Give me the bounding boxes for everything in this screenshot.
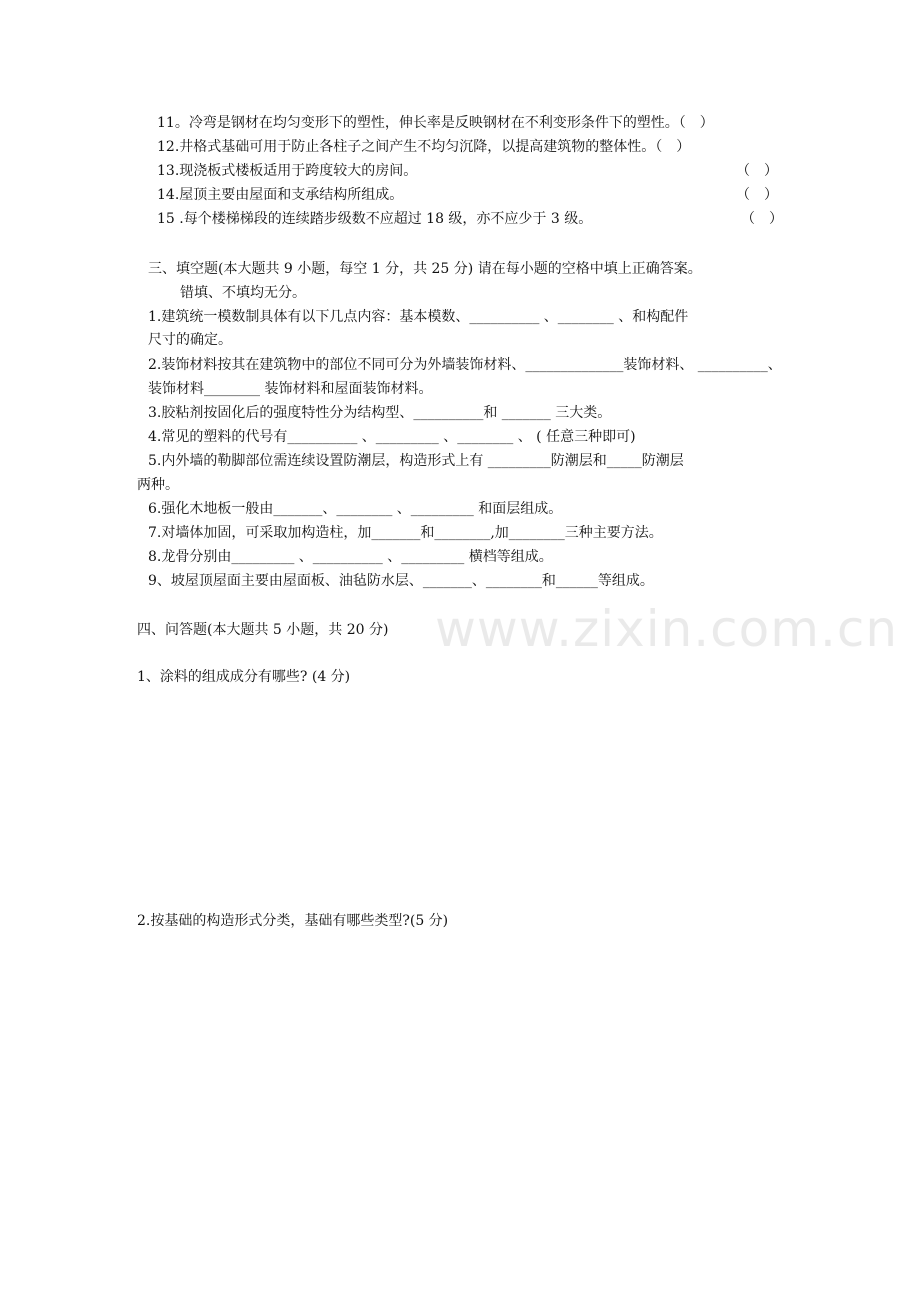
- judge-question-13: 13.现浇板式楼板适用于跨度较大的房间。: [157, 163, 418, 179]
- answer-paren-13: （ ）: [736, 163, 778, 179]
- answer-paren-14: （ ）: [736, 187, 778, 203]
- fill-question-3: 3.胶粘剂按固化后的强度特性分为结构型、__________和 _______ 三大类。: [148, 405, 612, 421]
- fill-question-2: 2.装饰材料按其在建筑物中的部位不同可分为外墙装饰材料、______________装饰材料、 __________、: [148, 357, 782, 373]
- fill-question-4: 4.常见的塑料的代号有__________ 、_________ 、________ 、 ( 任意三种即可): [148, 429, 636, 445]
- essay-question-2: 2.按基础的构造形式分类，基础有哪些类型?(5 分): [137, 913, 449, 929]
- fill-question-7: 7.对墙体加固，可采取加构造柱，加_______和________,加________三种主要方法。: [148, 525, 663, 541]
- section-3-note: 错填、不填均无分。: [180, 285, 306, 301]
- fill-question-1: 1.建筑统一模数制具体有以下几点内容：基本模数、__________ 、________ 、和构配件: [148, 309, 689, 325]
- essay-question-1: 1、涂料的组成成分有哪些? (4 分): [137, 669, 351, 685]
- watermark-text: www.zixin.com.cn: [435, 600, 899, 658]
- fill-question-5-cont: 两种。: [137, 477, 179, 493]
- answer-paren-15: （ ）: [741, 211, 783, 227]
- fill-question-6: 6.强化木地板一般由_______、________ 、_________ 和面层组成。: [148, 501, 563, 517]
- judge-question-15: 15 .每个楼梯梯段的连续踏步级数不应超过 18 级，亦不应少于 3 级。: [157, 211, 593, 227]
- section-3-title: 三、填空题(本大题共 9 小题，每空 1 分，共 25 分) 请在每小题的空格中填上正确答案。: [148, 261, 702, 277]
- fill-question-9: 9、坡屋顶屋面主要由屋面板、油毡防水层、_______、________和______等组成。: [148, 573, 654, 589]
- fill-question-2-cont: 装饰材料________ 装饰材料和屋面装饰材料。: [148, 381, 433, 397]
- judge-question-14: 14.屋顶主要由屋面和支承结构所组成。: [157, 187, 404, 203]
- section-4-title: 四、问答题(本大题共 5 小题，共 20 分): [137, 622, 389, 638]
- fill-question-1-cont: 尺寸的确定。: [148, 332, 232, 348]
- judge-question-12: 12.井格式基础可用于防止各柱子之间产生不均匀沉降，以提高建筑物的整体性。（ ）: [157, 139, 691, 155]
- fill-question-8: 8.龙骨分别由_________ 、__________ 、_________ 横档等组成。: [148, 549, 553, 565]
- judge-question-11: 11。冷弯是钢材在均匀变形下的塑性，伸长率是反映钢材在不利变形条件下的塑性。（ ）: [157, 115, 714, 131]
- fill-question-5: 5.内外墙的勒脚部位需连续设置防潮层，构造形式上有 _________防潮层和_____防潮层: [148, 453, 684, 469]
